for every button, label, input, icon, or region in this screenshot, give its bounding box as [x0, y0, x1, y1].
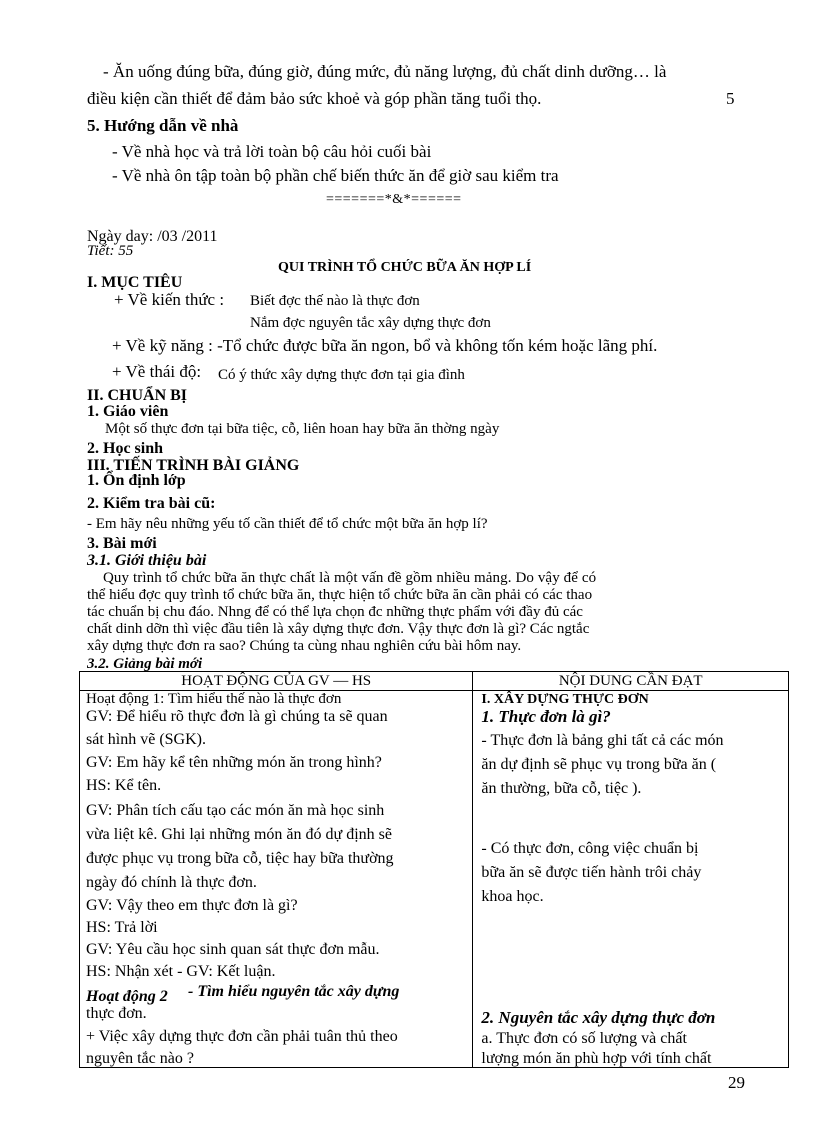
content-line: lượng món ăn phù hợp với tính chất [481, 1050, 712, 1067]
content-line: - Có thực đơn, công việc chuẩn bị [481, 840, 699, 857]
heading-preparation: II. CHUẨN BỊ [87, 387, 188, 404]
activity-line: thực đơn. [86, 1005, 147, 1022]
content-line: ăn dự định sẽ phục vụ trong bữa ăn ( [481, 756, 717, 773]
activity-line: GV: Yêu cầu học sinh quan sát thực đơn mẫu. [86, 941, 380, 958]
homework-item-1: - Về nhà học và trả lời toàn bộ câu hỏi cuối bài [112, 142, 432, 161]
heading-teacher: 1. Giáo viên [87, 403, 169, 420]
activity-line: GV: Để hiểu rõ thực đơn là gì chúng ta sẽ quan [86, 708, 388, 725]
activity-line: GV: Phân tích cấu tạo các món ăn mà học sinh [86, 802, 385, 819]
heading-student: 2. Học sinh [87, 440, 164, 457]
table-head-right [473, 672, 789, 691]
intro-line-1: Quy trình tổ chức bữa ăn thực chất là một vấn đề gồm nhiều mảng. Do vậy để có [103, 570, 597, 586]
intro-line-2: thể hiểu đợc quy trình tổ chức bữa ăn, thực hiện tổ chức bữa ăn cần phải có các thao [87, 587, 593, 603]
check-question: - Em hãy nêu những yếu tố cần thiết để tổ chức một bữa ăn hợp lí? [87, 516, 488, 532]
activity-line: HS: Trả lời [86, 919, 158, 936]
para-line-2: điều kiện cần thiết để đảm bảo sức khoẻ và góp phần tăng tuổi thọ. [87, 89, 542, 108]
lesson-table [79, 671, 789, 1068]
side-number: 5 [726, 89, 735, 108]
content-line: a. Thực đơn có số lượng và chất [481, 1030, 687, 1047]
intro-line-4: chất dinh dỡn thì việc đầu tiên là xây dựng thực đơn. Vậy thực đơn là gì? Các ngtắc [87, 621, 590, 637]
content-line: - Thực đơn là bảng ghi tất cả các món [481, 732, 724, 749]
objective-skill: + Về kỹ năng : -Tổ chức được bữa ăn ngon, bổ và không tốn kém hoặc lãng phí. [112, 336, 658, 355]
objective-knowledge-1: Biết đợc thế nào là thực đơn [250, 293, 420, 309]
page-number: 29 [728, 1073, 745, 1092]
heading-new-lesson: 3. Bài mới [87, 535, 157, 552]
content-cell [473, 691, 789, 1068]
homework-item-2: - Về nhà ôn tập toàn bộ phần chế biến thức ăn để giờ sau kiểm tra [112, 166, 559, 185]
activity-2-subtitle: - Tìm hiểu nguyên tắc xây dựng [188, 983, 400, 1000]
activity-line: vừa liệt kê. Ghi lại những món ăn đó dự định sẽ [86, 826, 392, 843]
activity-line: GV: Em hãy kể tên những món ăn trong hình? [86, 754, 382, 771]
content-line: khoa học. [481, 888, 544, 905]
table-head-right-label: NỘI DUNG CẦN ĐẠT [558, 673, 703, 689]
heading-new-lecture: 3.2. Giảng bài mới [87, 656, 203, 671]
activities-cell [80, 691, 473, 1068]
separator: =======*&*====== [326, 192, 462, 207]
heading-process: III. TIẾN TRÌNH BÀI GIẢNG [87, 457, 300, 474]
content-heading: I. XÂY DỰNG THỰC ĐƠN [481, 692, 649, 707]
heading-class-order: 1. Ổn định lớp [87, 472, 186, 489]
para-line-1: - Ăn uống đúng bữa, đúng giờ, đúng mức, đủ năng lượng, đủ chất dinh dưỡng… là [103, 62, 667, 81]
activity-line: + Việc xây dựng thực đơn cần phải tuân thủ theo [86, 1028, 398, 1045]
teacher-preparation: Một số thực đơn tại bữa tiệc, cỗ, liên hoan hay bữa ăn thờng ngày [105, 421, 500, 437]
activity-line: ngày đó chính là thực đơn. [86, 874, 257, 891]
activity-line: GV: Vậy theo em thực đơn là gì? [86, 897, 298, 914]
objective-knowledge-label: + Về kiến thức : [114, 290, 225, 309]
heading-check: 2. Kiểm tra bài cũ: [87, 495, 216, 512]
lesson-period: Tiết: 55 [87, 243, 134, 259]
table-head-left [80, 672, 473, 691]
activity-line: HS: Kể tên. [86, 777, 162, 794]
heading-homework: 5. Hướng dẫn về nhà [87, 116, 239, 135]
content-line: bữa ăn sẽ được tiến hành trôi chảy [481, 864, 702, 881]
lesson-title: QUI TRÌNH TỔ CHỨC BỮA ĂN HỢP LÍ [278, 260, 532, 275]
activity-2-title: Hoạt động 2 [86, 988, 168, 1005]
activity-line: sát hình vẽ (SGK). [86, 731, 206, 748]
heading-objectives: I. MỤC TIÊU [87, 274, 183, 291]
activity-line: được phục vụ trong bữa cỗ, tiệc hay bữa thường [86, 850, 394, 867]
content-line: ăn thường, bữa cỗ, tiệc ). [481, 780, 642, 797]
objective-attitude: Có ý thức xây dựng thực đơn tại gia đình [218, 367, 465, 383]
content-subheading: 2. Nguyên tắc xây dựng thực đơn [481, 1008, 716, 1027]
table-head-left-label: HOẠT ĐỘNG CỦA GV — HS [181, 673, 372, 689]
activity-line: nguyên tắc nào ? [86, 1050, 194, 1067]
heading-introduction: 3.1. Giới thiệu bài [87, 552, 207, 569]
lesson-date: Ngày day: /03 /2011 [87, 228, 218, 245]
intro-line-3: tác chuẩn bị chu đáo. Nhng để có thể lựa chọn đc những thực phẩm với đầy đủ các [87, 604, 583, 620]
intro-line-5: xây dựng thực đơn ra sao? Chúng ta cùng nhau nghiên cứu bài hôm nay. [87, 638, 522, 654]
activity-line: HS: Nhận xét - GV: Kết luận. [86, 963, 276, 980]
content-subheading: 1. Thực đơn là gì? [481, 707, 611, 726]
activity-line: Hoạt động 1: Tìm hiểu thế nào là thực đơn [86, 691, 342, 707]
objective-attitude-label: + Về thái độ: [112, 362, 202, 381]
objective-knowledge-2: Nắm đợc nguyên tắc xây dựng thực đơn [250, 315, 491, 331]
